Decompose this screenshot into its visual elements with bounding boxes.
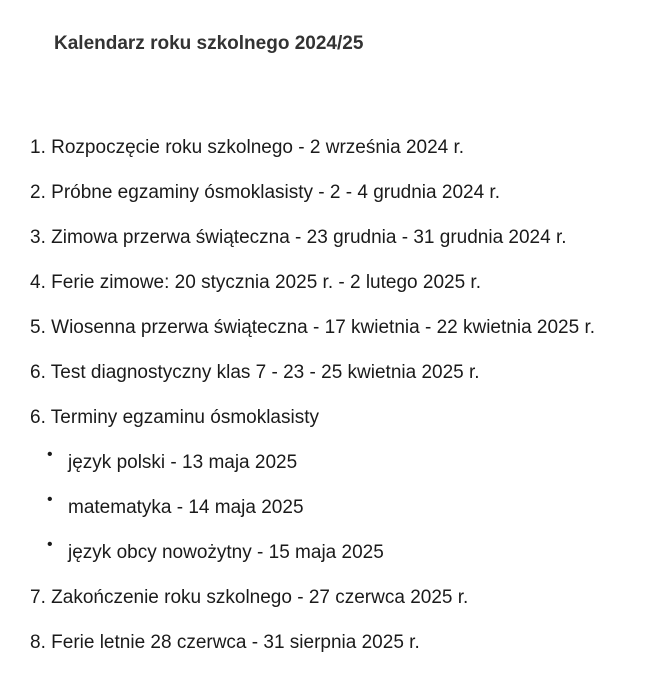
sub-list-text: język obcy nowożytny - 15 maja 2025 (68, 542, 384, 563)
list-text: Próbne egzaminy ósmoklasisty - 2 - 4 grudnia 2024 r. (51, 182, 500, 203)
list-item (30, 137, 464, 159)
list-number: 7. (30, 587, 46, 608)
list-item (30, 227, 567, 249)
list-text: Ferie zimowe: 20 stycznia 2025 r. - 2 lutego 2025 r. (51, 272, 481, 293)
list-item (30, 182, 500, 204)
list-number: 5. (30, 317, 46, 338)
list-item (30, 587, 468, 609)
list-text: Zakończenie roku szkolnego - 27 czerwca 2025 r. (51, 587, 469, 608)
list-text: Wiosenna przerwa świąteczna - 17 kwietnia - 22 kwietnia 2025 r. (51, 317, 596, 338)
sub-list-text: język polski - 13 maja 2025 (68, 452, 298, 473)
bullet-icon: • (47, 491, 53, 508)
list-number: 2. (30, 182, 46, 203)
list-item (30, 407, 319, 429)
list-text: Terminy egzaminu ósmoklasisty (50, 407, 319, 428)
bullet-icon: • (47, 536, 53, 553)
list-text: Zimowa przerwa świąteczna - 23 grudnia - 31 grudnia 2024 r. (51, 227, 567, 248)
list-text: Rozpoczęcie roku szkolnego - 2 września 2024 r. (51, 137, 465, 158)
list-text: Ferie letnie 28 czerwca - 31 sierpnia 2025 r. (51, 632, 420, 653)
list-number: 8. (30, 632, 46, 653)
list-number: 3. (30, 227, 46, 248)
list-item (30, 632, 420, 654)
list-item (30, 362, 480, 384)
list-number: 1. (30, 137, 46, 158)
sub-list-text: matematyka - 14 maja 2025 (68, 497, 304, 518)
list-number: 6. (30, 362, 46, 383)
page-title: Kalendarz roku szkolnego 2024/25 (54, 33, 364, 54)
list-number: 4. (30, 272, 46, 293)
list-item (30, 317, 595, 339)
list-item (30, 272, 481, 294)
list-text: Test diagnostyczny klas 7 - 23 - 25 kwietnia 2025 r. (50, 362, 480, 383)
bullet-icon: • (47, 446, 53, 463)
list-number: 6. (30, 407, 46, 428)
